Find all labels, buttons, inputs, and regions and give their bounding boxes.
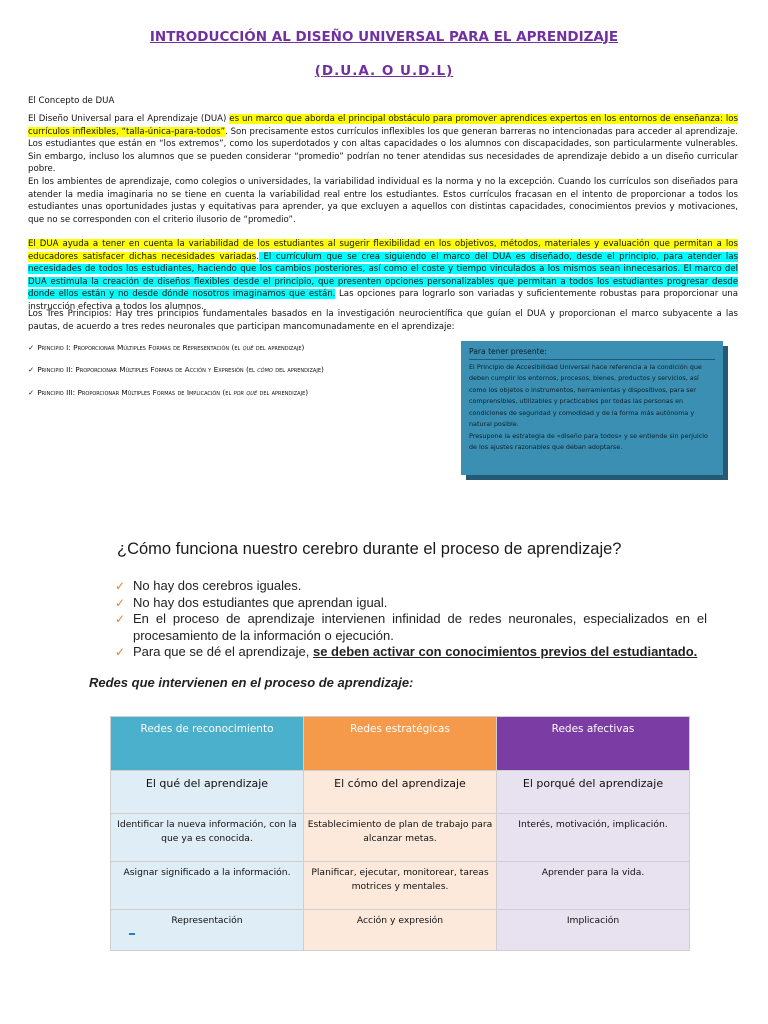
- bullet-item: ✓ No hay dos cerebros iguales.: [115, 578, 302, 593]
- check-icon: ✓: [115, 579, 126, 593]
- table-row: [111, 862, 690, 910]
- table-row: [111, 814, 690, 862]
- check-icon: ✓: [115, 645, 126, 659]
- note-content: [469, 346, 715, 462]
- header-reconocimiento: Redes de reconocimiento: [111, 717, 304, 771]
- principle-2: ✓ Principio II: Proporcionar Múltiples Formas de Acción y Expresión (el cómo del aprendizaje): [28, 365, 324, 374]
- check-icon: ✓: [28, 343, 35, 352]
- slide-title: ¿Cómo funciona nuestro cerebro durante el proceso de aprendizaje?: [117, 540, 622, 558]
- bullet-item: ✓ Para que se dé el aprendizaje, se deben activar con conocimientos previos del estudiantado.: [115, 644, 698, 659]
- table-row: [111, 771, 690, 814]
- check-icon: ✓: [28, 388, 35, 397]
- bullet-item: ✓ No hay dos estudiantes que aprendan igual.: [115, 594, 388, 610]
- header-afectivas: Redes afectivas: [497, 717, 690, 771]
- table-cell: Planificar, ejecutar, monitorear, tareas motrices y mentales.: [304, 862, 497, 910]
- table-cell: Identificar la nueva información, con la que ya es conocida.: [111, 814, 304, 862]
- redes-table: [110, 716, 690, 951]
- table-cell: Acción y expresión: [304, 910, 497, 951]
- table-cell: Interés, motivación, implicación.: [497, 814, 690, 862]
- paragraph-3-dot: .: [256, 251, 259, 262]
- redes-title: Redes que intervienen en el proceso de aprendizaje:: [89, 675, 414, 690]
- bullet-item: ✓ En el proceso de aprendizaje intervienen infinidad de redes neuronales, especializados en el procesamiento de la información o ejecución.: [115, 611, 707, 643]
- principle-3: ✓ Principio III: Proporcionar Múltiples Formas de Implicación (el por qué del aprendizaje): [28, 388, 309, 397]
- check-icon: ✓: [115, 612, 126, 626]
- document-subtitle: (D.U.A. O U.D.L): [314, 63, 454, 79]
- table-cell: El qué del aprendizaje: [111, 771, 304, 814]
- table-cell: Establecimiento de plan de trabajo para alcanzar metas.: [304, 814, 497, 862]
- note-text-2: Presupone la estrategia de «diseño para todos» y se entiende sin perjuicio de los ajustes razonables que deban adoptarse.: [469, 431, 708, 451]
- check-icon: ✓: [115, 595, 126, 610]
- table-cell: Representación: [111, 910, 304, 951]
- slide-bullets: [115, 578, 707, 661]
- paragraph-4: Los Tres Principios: Hay tres principios fundamentales basados en la investigación neurocientífica que guían el DUA y proporcionan el marco subyacente a las pautas, de acuerdo a tres redes neuronales que participan mancomunadamente en el aprendizaje:: [28, 309, 738, 332]
- table-cell: El cómo del aprendizaje: [304, 771, 497, 814]
- table-cell: Implicación: [497, 910, 690, 951]
- paragraph-3: [28, 238, 738, 314]
- paragraph-1-highlight: es un marco que aborda el principal obstáculo para promover aprendices expertos en los entornos de enseñanza: los currículos inflexibles, “talla-única-para-todos”: [28, 114, 738, 137]
- paragraph-1-end: . Son precisamente estos currículos inflexibles los que generan barreras no intencionadas para acceder al aprendizaje. Los estudiantes que están en “los extremos”, como los superdotados y con altas capacidades o los alumnos con discapacidades, son particularmente vulnerables. Sin embargo, incluso los alumnos que se pueden considerar “promedio” podrían no tener atendidas sus necesidades de aprendizaje debido a un diseño curricular pobre.: [28, 126, 739, 175]
- table-cell: Aprender para la vida.: [497, 862, 690, 910]
- document-title: INTRODUCCIÓN AL DISEÑO UNIVERSAL PARA EL APRENDIZAJE: [149, 29, 619, 45]
- table-cell: El porqué del aprendizaje: [497, 771, 690, 814]
- decorative-dash: [129, 933, 135, 935]
- paragraph-3-cyan: El currículum que se crea siguiendo el marco del DUA es diseñado, desde el principio, para atender las necesidades de todos los estudiantes, haciendo que los cambios posteriores, así como el coste y tiempo vinculados a los mismos sean innecesarios. El marco del DUA estimula la creación de diseños flexibles desde el principio, que presenten opciones personalizables que permitan a todos los estudiantes progresar desde donde ellos están y no desde dónde nosotros imaginamos que están.: [28, 251, 738, 300]
- paragraph-2: En los ambientes de aprendizaje, como colegios o universidades, la variabilidad individual es la norma y no la excepción. Cuando los currículos son diseñados para atender la media imaginaria no se tiene en cuenta la variabilidad real entre los estudiantes. Estos currículos fracasan en el intento de proporcionar a todos los estudiantes unas oportunidades justas y equitativas para aprender, ya que excluyen a aquellos con distintas capacidades, conocimientos previos y motivaciones, que no se corresponden con el criterio ilusorio de “promedio”.: [28, 177, 738, 225]
- note-box: [461, 341, 723, 475]
- paragraph-1: [28, 113, 738, 176]
- principle-1: ✓ Principio I: Proporcionar Múltiples Formas de Representación (el qué del aprendizaje): [28, 343, 305, 352]
- check-icon: ✓: [28, 365, 35, 374]
- paragraph-1-start: El Diseño Universal para el Aprendizaje (DUA): [28, 114, 230, 124]
- concept-heading: El Concepto de DUA: [28, 96, 115, 106]
- paragraph-3-yellow: El DUA ayuda a tener en cuenta la variabilidad de los estudiantes al sugerir flexibilidad en los objetivos, métodos, materiales y evaluación que permitan a los educadores satisfacer dichas necesidades variadas: [28, 239, 738, 262]
- note-text-1: El Principio de Accesibilidad Universal hace referencia a la condición que deben cumplir los entornos, procesos, bienes, productos y servicios, así como los objetos o instrumentos, herramientas y dispositivos, para ser comprensibles, utilizables y practicables por todas las personas en condiciones de seguridad y comodidad y de la forma más autónoma y natural posible.: [469, 362, 702, 428]
- table-header-row: [111, 717, 690, 771]
- paragraph-3-rest: Las opciones para lograrlo son variadas y suficientemente robustas para proporcionar una instrucción efectiva a todos los alumnos.: [28, 289, 738, 312]
- header-estrategicas: Redes estratégicas: [304, 717, 497, 771]
- table-cell: Asignar significado a la información.: [111, 862, 304, 910]
- note-heading: Para tener presente:: [469, 346, 715, 360]
- table-row: [111, 910, 690, 951]
